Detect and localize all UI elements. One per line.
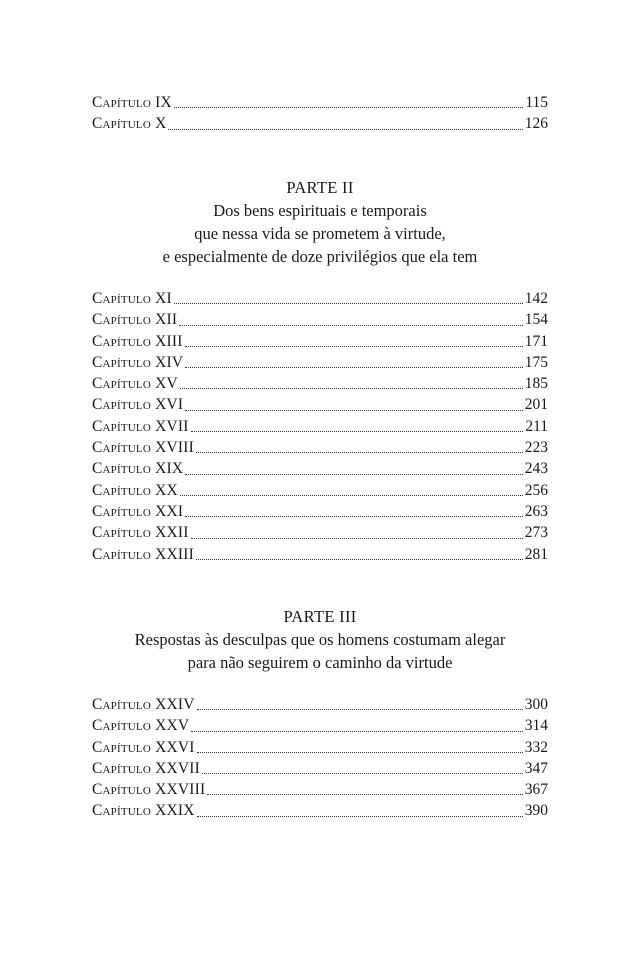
part2-title: PARTE II (286, 178, 354, 197)
dot-leader (191, 730, 522, 732)
toc-entry[interactable] (92, 394, 548, 415)
chapter-label (92, 758, 200, 779)
chapter-prefix: Capítulo (92, 524, 151, 542)
dot-leader (196, 451, 523, 453)
page-number: 300 (524, 696, 548, 713)
page-number: 211 (525, 417, 548, 435)
page-number: 115 (525, 94, 548, 111)
part3-heading (0, 605, 640, 674)
toc-entry[interactable] (92, 694, 548, 715)
dot-leader (191, 430, 524, 432)
page-number: 126 (524, 115, 548, 133)
toc-entry[interactable] (92, 352, 548, 373)
dot-leader (185, 515, 523, 517)
chapter-label (92, 779, 205, 800)
dot-leader (185, 409, 523, 411)
chapter-label (92, 309, 177, 330)
dot-leader (196, 558, 523, 560)
dot-leader (180, 387, 523, 389)
chapter-label (92, 480, 178, 501)
toc-entry[interactable] (92, 458, 548, 479)
chapter-number: XVI (155, 396, 184, 414)
chapter-number: XIII (155, 332, 183, 350)
page-number: 332 (524, 738, 548, 756)
chapter-prefix: Capítulo (92, 759, 151, 777)
chapter-prefix: Capítulo (92, 417, 151, 435)
dot-leader (202, 772, 523, 774)
chapter-number: XII (155, 311, 178, 329)
chapter-label (92, 522, 189, 543)
part3-subtitle-line-2: para não seguirem o caminho da virtude (187, 653, 453, 672)
dot-leader (191, 537, 523, 539)
toc-entry[interactable] (92, 800, 548, 821)
chapter-prefix: Capítulo (92, 332, 151, 350)
dot-leader (207, 793, 522, 795)
chapter-prefix: Capítulo (92, 717, 151, 735)
toc-entry[interactable] (92, 758, 548, 779)
toc-entry[interactable] (92, 715, 548, 736)
chapter-label (92, 715, 189, 736)
part2-subtitle-line-2: que nessa vida se prometem à virtude, (194, 224, 446, 243)
chapter-number: XIX (155, 460, 184, 478)
page-number: 142 (524, 290, 548, 307)
chapter-number: XVII (155, 417, 189, 435)
chapter-prefix: Capítulo (92, 396, 151, 414)
chapter-number: XXI (155, 502, 184, 520)
part2-subtitle-line-3: e especialmente de doze privilégios que ela tem (162, 247, 478, 266)
chapter-label (92, 373, 178, 394)
part3-subtitle-line-1: Respostas às desculpas que os homens costumam alegar (134, 630, 506, 649)
chapter-prefix: Capítulo (92, 502, 151, 520)
part3-title: PARTE III (283, 607, 357, 626)
chapter-prefix: Capítulo (92, 481, 151, 499)
page-number: 273 (524, 524, 548, 542)
chapter-prefix: Capítulo (92, 439, 151, 457)
page-number: 175 (524, 353, 548, 371)
chapter-number: XXIX (155, 802, 195, 820)
toc-entry[interactable] (92, 737, 548, 758)
page-number: 263 (524, 502, 548, 520)
toc-entry[interactable] (92, 92, 548, 113)
dot-leader (185, 345, 523, 347)
chapter-number: XXVII (155, 759, 200, 777)
chapter-number: XX (155, 481, 178, 499)
page-number: 314 (524, 717, 548, 735)
dot-leader (174, 106, 523, 108)
chapter-label (92, 737, 195, 758)
chapter-label (92, 113, 166, 134)
dot-leader (180, 494, 523, 496)
chapter-prefix: Capítulo (92, 353, 151, 371)
part2-subtitle-line-1: Dos bens espirituais e temporais (213, 201, 427, 220)
toc-entry[interactable] (92, 437, 548, 458)
chapter-number: XXII (155, 524, 189, 542)
toc-entry[interactable] (92, 113, 548, 134)
chapter-prefix: Capítulo (92, 802, 151, 820)
page-number: 347 (524, 759, 548, 777)
page-number: 223 (524, 439, 548, 457)
chapter-prefix: Capítulo (92, 311, 151, 329)
chapter-prefix: Capítulo (92, 375, 151, 393)
chapter-prefix: Capítulo (92, 781, 151, 799)
chapter-label (92, 458, 183, 479)
chapter-prefix: Capítulo (92, 94, 151, 111)
chapter-number: IX (155, 94, 172, 111)
page-number: 154 (524, 311, 548, 329)
toc-block-part3 (92, 694, 548, 822)
toc-entry[interactable] (92, 331, 548, 352)
chapter-label (92, 92, 172, 113)
toc-entry[interactable] (92, 373, 548, 394)
chapter-label (92, 544, 194, 565)
chapter-number: X (155, 115, 167, 133)
toc-entry[interactable] (92, 501, 548, 522)
chapter-prefix: Capítulo (92, 738, 151, 756)
page-number: 185 (524, 375, 548, 393)
chapter-number: XI (155, 290, 172, 307)
chapter-label (92, 437, 194, 458)
chapter-prefix: Capítulo (92, 545, 151, 563)
toc-entry[interactable] (92, 544, 548, 565)
toc-entry[interactable] (92, 416, 548, 437)
chapter-prefix: Capítulo (92, 290, 151, 307)
dot-leader (197, 815, 523, 817)
page-number: 171 (524, 332, 548, 350)
dot-leader (185, 366, 523, 368)
chapter-label (92, 352, 183, 373)
chapter-number: XXIV (155, 696, 195, 713)
toc-entry[interactable] (92, 522, 548, 543)
dot-leader (197, 751, 523, 753)
page-number: 243 (524, 460, 548, 478)
page-number: 201 (524, 396, 548, 414)
chapter-label (92, 331, 183, 352)
part2-heading (0, 176, 640, 268)
chapter-label (92, 394, 183, 415)
toc-entry[interactable] (92, 288, 548, 309)
toc-block-part2 (92, 288, 548, 565)
chapter-number: XXIII (155, 545, 194, 563)
chapter-prefix: Capítulo (92, 460, 151, 478)
toc-entry[interactable] (92, 779, 548, 800)
chapter-number: XXVIII (155, 781, 206, 799)
page-number: 281 (524, 545, 548, 563)
dot-leader (197, 708, 523, 710)
chapter-number: XXV (155, 717, 190, 735)
chapter-number: XVIII (155, 439, 194, 457)
dot-leader (168, 128, 522, 130)
chapter-number: XXVI (155, 738, 195, 756)
chapter-number: XIV (155, 353, 184, 371)
toc-block-part1 (92, 92, 548, 135)
chapter-label (92, 288, 172, 309)
chapter-label (92, 416, 189, 437)
chapter-prefix: Capítulo (92, 115, 151, 133)
chapter-label (92, 501, 183, 522)
chapter-label (92, 694, 195, 715)
toc-entry[interactable] (92, 480, 548, 501)
dot-leader (174, 302, 523, 304)
toc-entry[interactable] (92, 309, 548, 330)
dot-leader (185, 473, 523, 475)
chapter-number: XV (155, 375, 178, 393)
page-number: 367 (524, 781, 548, 799)
dot-leader (179, 324, 523, 326)
chapter-prefix: Capítulo (92, 696, 151, 713)
chapter-label (92, 800, 195, 821)
page-number: 390 (524, 802, 548, 820)
page-number: 256 (524, 481, 548, 499)
